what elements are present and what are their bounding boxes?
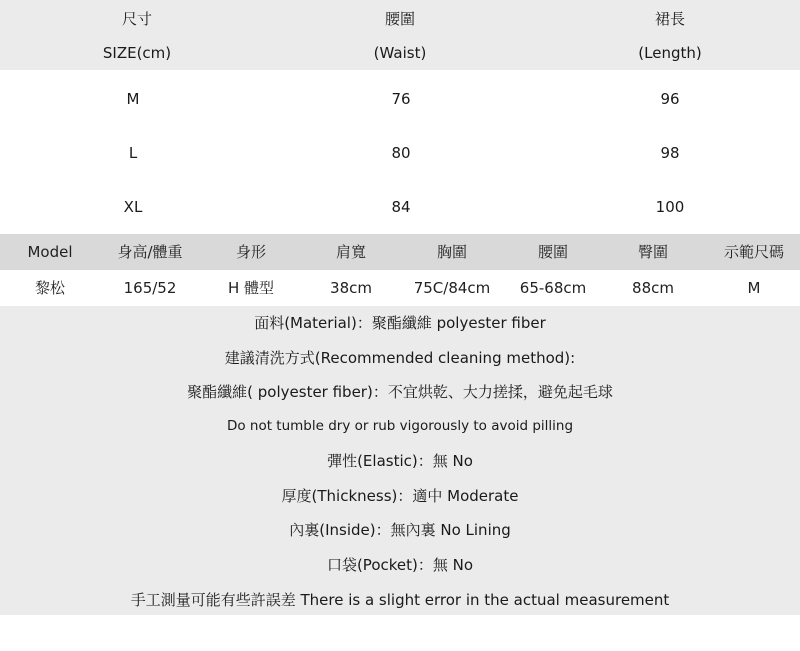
length-header-zh: 裙長 (654, 10, 686, 28)
hip-header: 臀圍 (637, 243, 669, 261)
height-weight-cell: 165/52 (123, 279, 177, 297)
length-cell: 96 (660, 90, 680, 108)
size-header-en: SIZE(cm) (102, 44, 172, 62)
elastic-text: 彈性(Elastic)：無 No (327, 452, 473, 470)
cleaning-title: 建議清洗方式(Recommended cleaning method): (224, 349, 576, 367)
size-table-header (0, 0, 800, 70)
model-table-header (0, 234, 800, 270)
bust-header: 胸圍 (436, 243, 468, 261)
bust-cell: 75C/84cm (413, 279, 491, 297)
hip-cell: 88cm (632, 279, 674, 297)
waist-cell: 80 (391, 144, 411, 162)
size-table-body (0, 70, 800, 234)
size-cell: L (128, 144, 138, 162)
height-weight-header: 身高/體重 (117, 243, 183, 261)
waist-header-en: (Waist) (373, 44, 427, 62)
size-header-zh: 尺寸 (121, 10, 153, 28)
cleaning-zh-text: 聚酯纖維( polyester fiber)：不宜烘乾、大力搓揉，避免起毛球 (187, 383, 613, 401)
length-header-en: (Length) (638, 44, 702, 62)
length-cell: 100 (655, 198, 685, 216)
waist-header: 腰圍 (537, 243, 569, 261)
length-cell: 98 (660, 144, 680, 162)
model-header: Model (27, 243, 73, 261)
waist-cell: 76 (391, 90, 411, 108)
material-text: 面料(Material)：聚酯纖維 polyester fiber (254, 314, 546, 332)
model-size-cell: M (747, 279, 761, 297)
thickness-text: 厚度(Thickness)：適中 Moderate (281, 487, 519, 505)
size-cell: M (126, 90, 140, 108)
product-info-section (0, 306, 800, 615)
waist-header-zh: 腰圍 (384, 10, 416, 28)
model-name-cell: 黎松 (34, 279, 66, 297)
measurement-note: 手工測量可能有些許誤差 There is a slight error in the actual measurement (130, 591, 670, 609)
model-size-header: 示範尺碼 (723, 243, 785, 261)
shoulder-cell: 38cm (330, 279, 372, 297)
inside-text: 內裏(Inside)：無內裏 No Lining (289, 521, 511, 539)
shoulder-header: 肩寬 (335, 243, 367, 261)
pocket-text: 口袋(Pocket)：無 No (326, 556, 474, 574)
waist-cell: 65-68cm (519, 279, 587, 297)
table-row (0, 270, 800, 306)
body-shape-header: 身形 (235, 243, 267, 261)
body-shape-cell: H 體型 (227, 279, 275, 297)
size-cell: XL (123, 198, 143, 216)
waist-cell: 84 (391, 198, 411, 216)
cleaning-en-text: Do not tumble dry or rub vigorously to avoid pilling (226, 418, 574, 434)
